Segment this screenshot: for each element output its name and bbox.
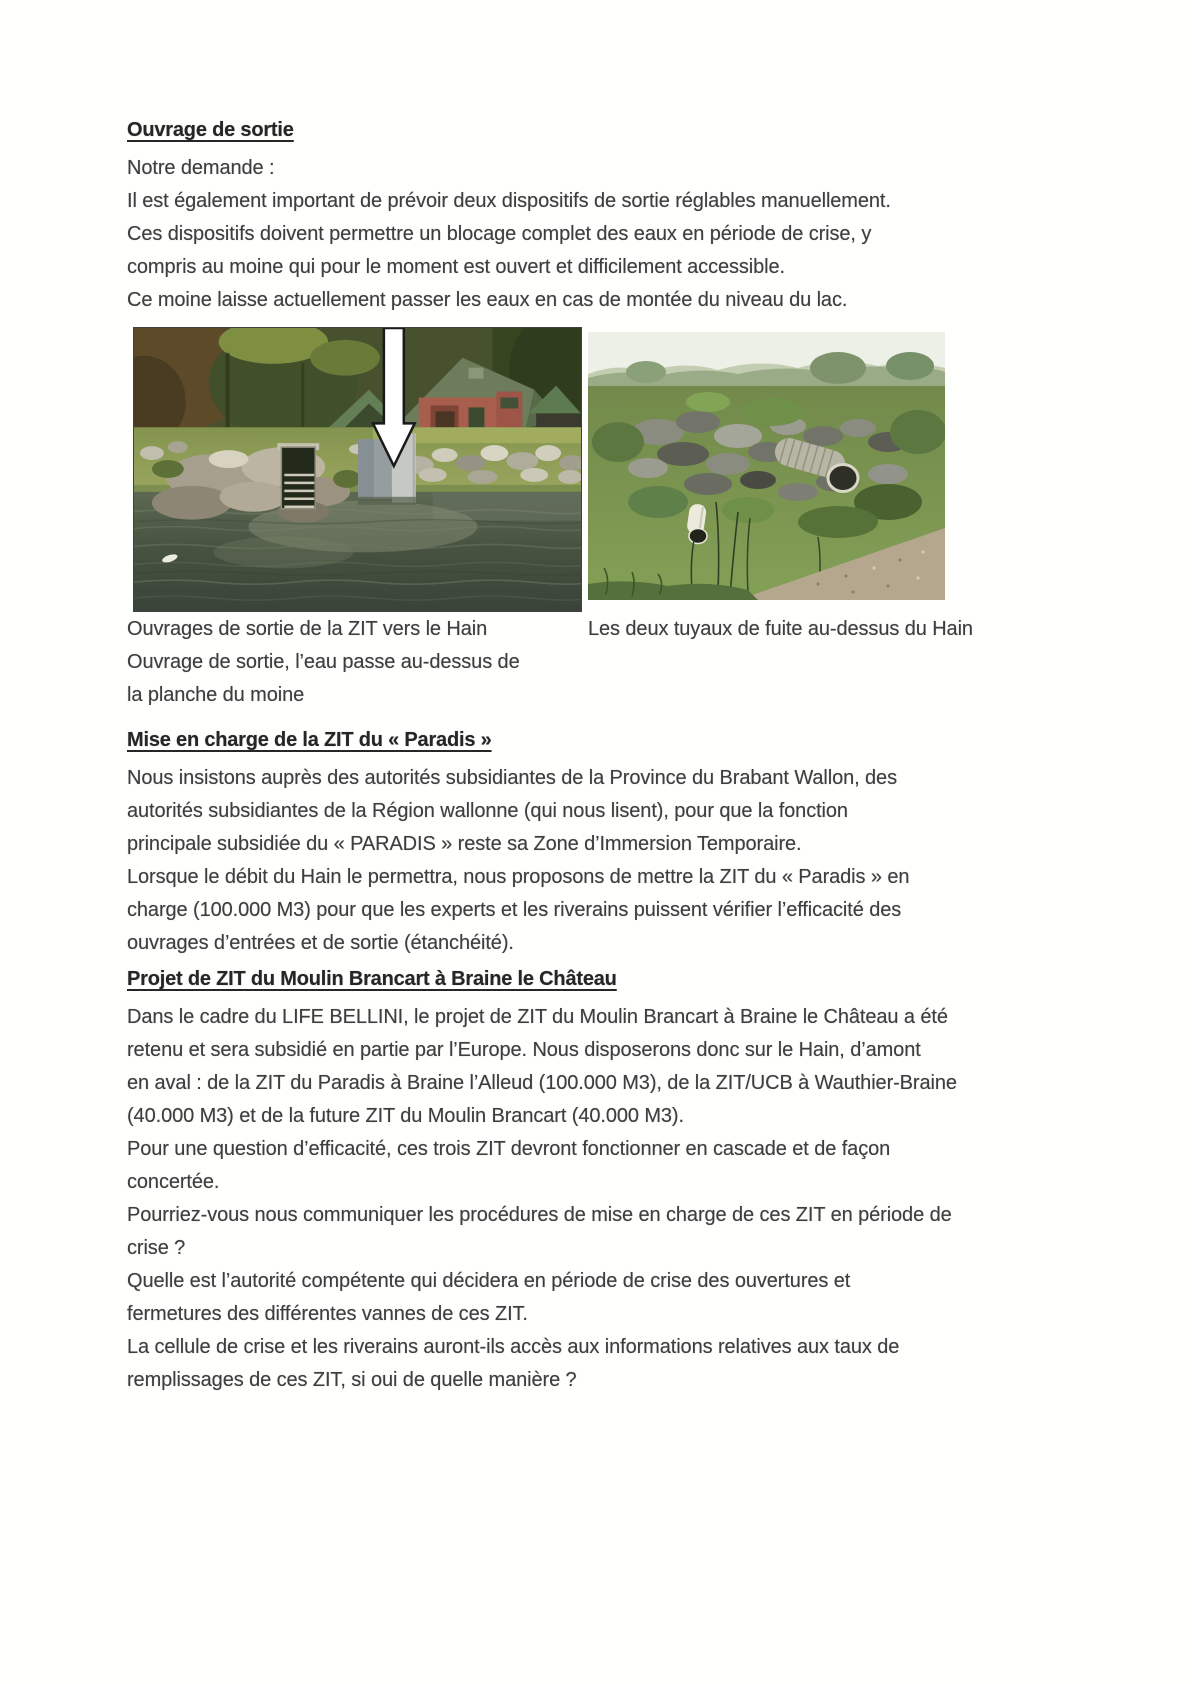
photo-drain-pipes-art xyxy=(588,332,945,600)
text-line: Ce moine laisse actuellement passer les eaux en cas de montée du niveau du lac. xyxy=(127,289,848,311)
text-line: fermetures des différentes vannes de ces ZIT. xyxy=(127,1303,528,1325)
text-line: Dans le cadre du LIFE BELLINI, le projet de ZIT du Moulin Brancart à Braine le Château a été xyxy=(127,1006,948,1028)
text-line: remplissages de ces ZIT, si oui de quelle manière ? xyxy=(127,1369,577,1391)
text-line: Ces dispositifs doivent permettre un blocage complet des eaux en période de crise, y xyxy=(127,223,872,245)
text-line: autorités subsidiantes de la Région wallonne (qui nous lisent), pour que la fonction xyxy=(127,800,848,822)
caption-line: Les deux tuyaux de fuite au-dessus du Hain xyxy=(588,618,973,640)
text-line: Lorsque le débit du Hain le permettra, nous proposons de mettre la ZIT du « Paradis » en xyxy=(127,866,910,888)
text-line: Pourriez-vous nous communiquer les procédures de mise en charge de ces ZIT en période de xyxy=(127,1204,952,1226)
paragraph-demande xyxy=(127,152,891,317)
section-heading-mise-en-charge: Mise en charge de la ZIT du « Paradis » xyxy=(127,729,492,751)
text-line: ouvrages d’entrées et de sortie (étanchéité). xyxy=(127,932,514,954)
text-line: charge (100.000 M3) pour que les experts et les riverains puissent vérifier l’efficacité des xyxy=(127,899,902,921)
text-line: en aval : de la ZIT du Paradis à Braine l’Alleud (100.000 M3), de la ZIT/UCB à Wauthier-Braine xyxy=(127,1072,957,1094)
photo-outlet-structure-art xyxy=(134,328,581,611)
text-line: (40.000 M3) et de la future ZIT du Moulin Brancart (40.000 M3). xyxy=(127,1105,684,1127)
sluice-ladder-structure xyxy=(277,443,319,509)
text-line: concertée. xyxy=(127,1171,220,1193)
text-line: Notre demande : xyxy=(127,157,275,179)
text-line: crise ? xyxy=(127,1237,186,1259)
text-line: Nous insistons auprès des autorités subsidiantes de la Province du Brabant Wallon, des xyxy=(127,767,897,789)
photo-drain-pipes xyxy=(588,332,945,600)
section-heading-projet-zit: Projet de ZIT du Moulin Brancart à Braine le Château xyxy=(127,968,617,990)
text-line: Il est également important de prévoir deux dispositifs de sortie réglables manuellement. xyxy=(127,190,891,212)
caption-line: Ouvrages de sortie de la ZIT vers le Hain xyxy=(127,618,488,640)
text-line: Quelle est l’autorité compétente qui décidera en période de crise des ouvertures et xyxy=(127,1270,851,1292)
caption-line: la planche du moine xyxy=(127,684,305,706)
text-line: principale subsidiée du « PARADIS » reste sa Zone d’Immersion Temporaire. xyxy=(127,833,802,855)
text-line: Pour une question d’efficacité, ces trois ZIT devront fonctionner en cascade et de façon xyxy=(127,1138,891,1160)
photo-outlet-structure xyxy=(133,327,582,612)
sky xyxy=(588,332,945,394)
paragraph-projet-zit xyxy=(127,1001,957,1397)
text-line: retenu et sera subsidié en partie par l’Europe. Nous disposerons donc sur le Hain, d’amont xyxy=(127,1039,921,1061)
caption-right-photo xyxy=(588,613,973,646)
section-heading-ouvrage-de-sortie: Ouvrage de sortie xyxy=(127,119,294,141)
caption-left-photo xyxy=(127,613,520,712)
text-line: compris au moine qui pour le moment est ouvert et difficilement accessible. xyxy=(127,256,785,278)
text-line: La cellule de crise et les riverains auront-ils accès aux informations relatives aux taux de xyxy=(127,1336,900,1358)
paragraph-mise-en-charge xyxy=(127,762,909,960)
caption-line: Ouvrage de sortie, l’eau passe au-dessus de xyxy=(127,651,520,673)
